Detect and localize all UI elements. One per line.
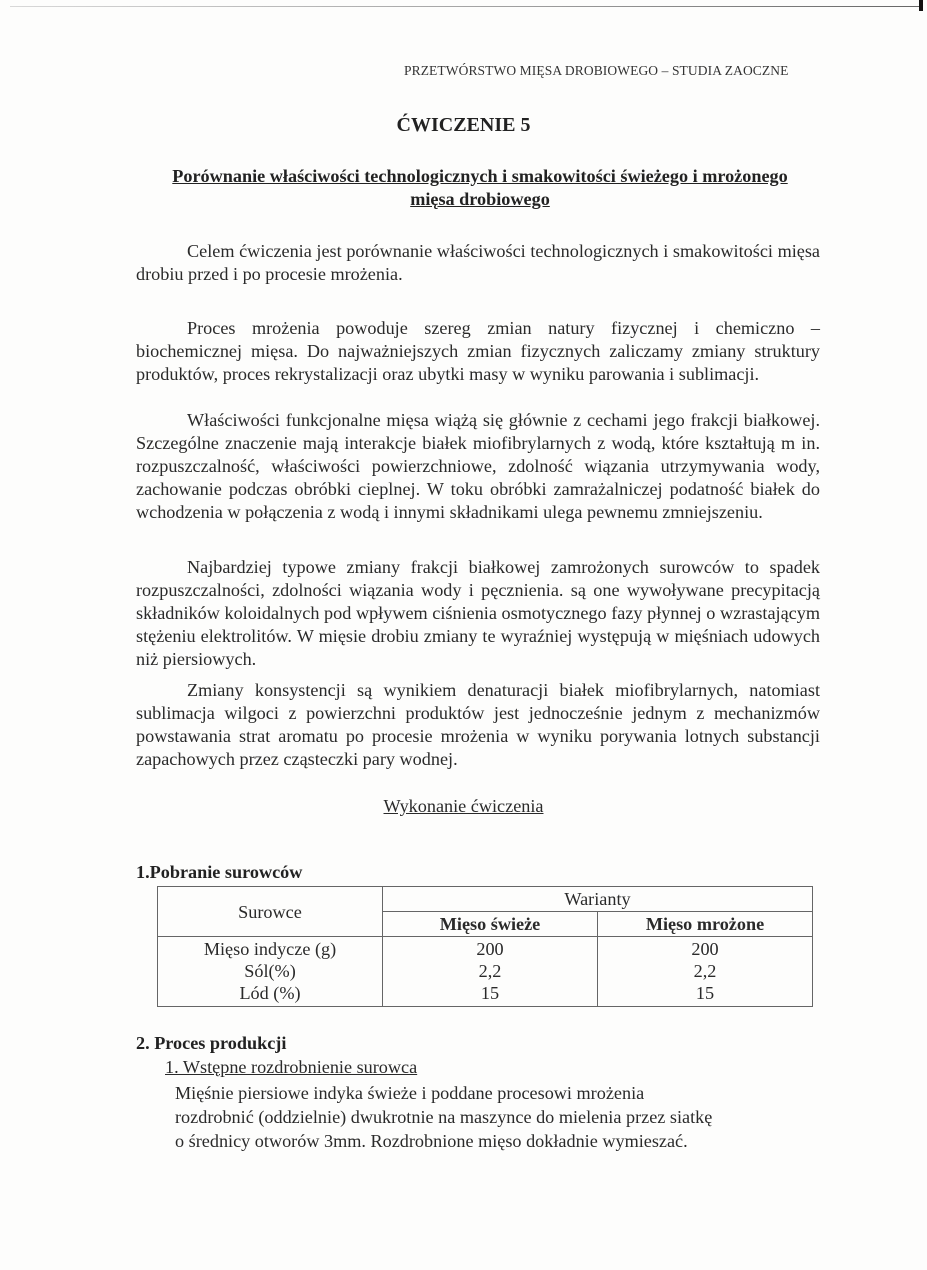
paragraph-functional-properties: Właściwości funkcjonalne mięsa wiążą się głównie z cechami jego frakcji białkowej. Szczególne znaczenie mają interakcje białek miofibrylarnych z wodą, które kształtują m in. rozpuszczalność, właściwości powierzchniowe, zdolność wiązania utrzymywania wody, zachowanie podczas obróbki cieplnej. W toku obróbki zamrażalniczej podatność białek do wchodzenia w połączenia z wodą i innymi składnikami ulega pewnemu zmniejszeniu. [136,410,820,522]
instruction-line: rozdrobnić (oddzielnie) dwukrotnie na maszynce do mielenia przez siatkę [175,1107,713,1127]
table-cell: 2,2 [383,960,598,982]
table-header-frozen: Mięso mrożone [598,912,813,937]
table-header-fresh: Mięso świeże [383,912,598,937]
table-row [158,960,813,982]
table-header-surowce: Surowce [158,887,383,937]
scan-edge-line [10,6,922,7]
section-title: Wykonanie ćwiczenia [383,796,544,816]
table-header-warianty: Warianty [383,887,813,912]
table-row [158,982,813,1007]
table-cell: 2,2 [598,960,813,982]
topic-title: Porównanie właściwości technologicznych i smakowitości świeżego i mrożonego mięsa drobiowego [172,166,788,209]
running-header: PRZETWÓRSTWO MIĘSA DROBIOWEGO – STUDIA ZAOCZNE [404,63,789,78]
table-cell-label: Mięso indycze (g) [158,937,383,961]
paragraph-freezing-process: Proces mrożenia powoduje szereg zmian natury fizycznej i chemiczno – biochemicznej mięsa. Do najważniejszych zmian fizycznych zaliczamy zmiany struktury produktów, proces rekrystalizacji oraz ubytki masy w wyniku parowania i sublimacji. [136,318,820,384]
paragraph-goal: Celem ćwiczenia jest porównanie właściwości technologicznych i smakowitości mięsa drobiu przed i po procesie mrożenia. [136,241,820,284]
exercise-title: ĆWICZENIE 5 [396,114,531,136]
table-row [158,937,813,961]
scan-mark [919,0,923,11]
instruction-line: o średnicy otworów 3mm. Rozdrobnione mięso dokładnie wymieszać. [175,1131,688,1151]
table-cell-label: Sól(%) [158,960,383,982]
table-cell: 15 [598,982,813,1007]
paragraph-consistency-changes: Zmiany konsystencji są wynikiem denaturacji białek miofibrylarnych, natomiast sublimacja wilgoci z powierzchni produktów jest jednocześnie jednym z mechanizmów powstawania strat aromatu po procesie mrożenia w wyniku porywania lotnych substancji zapachowych przez cząsteczki pary wodnej. [136,680,820,769]
paragraph-protein-changes: Najbardziej typowe zmiany frakcji białkowej zamrożonych surowców to spadek rozpuszczalności, zdolności wiązania wody i pęcznienia. są one wywoływane precypitacją składników koloidalnych pod wpływem ciśnienia osmotycznego fazy płynnej o wzrastającym stężeniu elektrolitów. W mięsie drobiu zmiany te wyraźniej występują w mięśniach udowych niż piersiowych. [136,557,820,669]
section1-heading: 1.Pobranie surowców [136,862,303,882]
section2-heading: 2. Proces produkcji [136,1033,287,1053]
table-cell-label: Lód (%) [158,982,383,1007]
instruction-line: Mięśnie piersiowe indyka świeże i poddane procesowi mrożenia [175,1083,645,1103]
table-cell: 200 [383,937,598,961]
section2-subheading: 1. Wstępne rozdrobnienie surowca [165,1057,418,1077]
table-header-row [158,887,813,912]
materials-table [157,886,813,1007]
table-cell: 200 [598,937,813,961]
section2-instructions [175,1081,835,1153]
table-cell: 15 [383,982,598,1007]
